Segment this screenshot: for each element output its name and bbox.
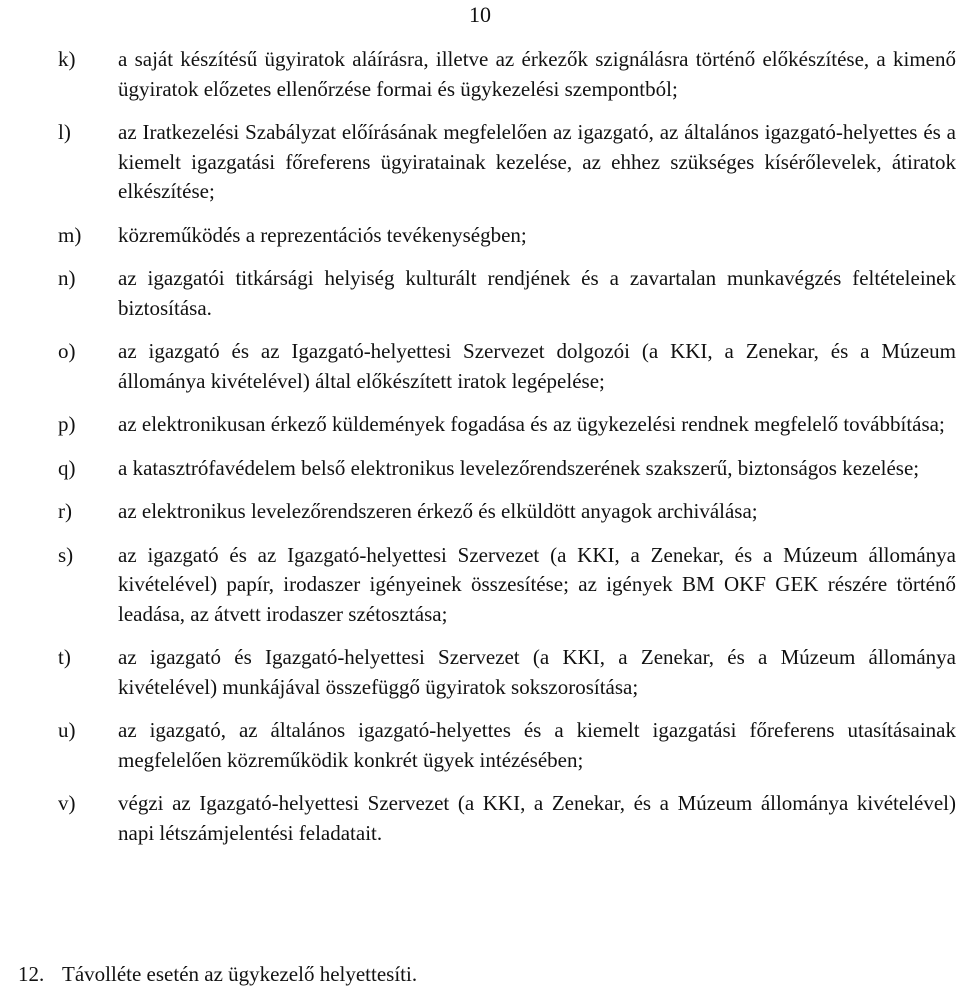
list-item-r xyxy=(58,497,956,527)
list-item-n xyxy=(58,264,956,323)
item-text: az elektronikus levelezőrendszeren érkező és elküldött anyagok archiválása; xyxy=(118,499,758,523)
list-item-v xyxy=(58,789,956,848)
list-item-u xyxy=(58,716,956,775)
item-label: m) xyxy=(58,222,82,247)
list-item-o xyxy=(58,337,956,396)
task-list xyxy=(0,45,960,862)
list-item-t xyxy=(58,643,956,702)
point-text: Távolléte esetén az ügykezelő helyettesíti. xyxy=(62,962,418,986)
item-text: közreműködés a reprezentációs tevékenységben; xyxy=(118,222,527,247)
item-text: a katasztrófavédelem belső elektronikus levelezőrendszerének szakszerű, biztonságos kezelése; xyxy=(118,455,920,480)
item-label: o) xyxy=(58,339,76,363)
item-label: v) xyxy=(58,791,76,815)
page-number: 10 xyxy=(469,2,491,27)
list-item-k xyxy=(58,45,956,104)
item-text: az igazgató és az Igazgató-helyettesi Szervezet dolgozói (a KKI, a Zenekar, és a Múzeum állománya kivételével) által előkészített iratok legépelése; xyxy=(118,339,956,393)
item-label: n) xyxy=(58,266,76,290)
item-text: az igazgató és Igazgató-helyettesi Szervezet (a KKI, a Zenekar, és a Múzeum állománya kivételével) munkájával összefüggő ügyiratok sokszorosítása; xyxy=(118,645,956,699)
item-text: az igazgató és az Igazgató-helyettesi Szervezet (a KKI, a Zenekar, és a Múzeum állománya kivételével) papír, irodaszer igényeinek összesítése; az igények BM OKF GEK részére történő leadása, az átvett irodaszer szétosztása; xyxy=(118,542,956,626)
item-label: q) xyxy=(58,455,76,480)
list-item-q xyxy=(58,454,956,484)
list-item-s xyxy=(58,541,956,630)
list-item-l xyxy=(58,118,956,207)
item-text: a saját készítésű ügyiratok aláírásra, illetve az érkezők szignálásra történő előkészítése, a kimenő ügyiratok előzetes ellenőrzése formai és ügykezelési szempontból; xyxy=(118,47,956,101)
item-label: t) xyxy=(58,645,71,669)
item-text: az elektronikusan érkező küldemények fogadása és az ügykezelési rendnek megfelelő továbbítása; xyxy=(118,412,945,436)
item-text: az igazgató, az általános igazgató-helyettes és a kiemelt igazgatási főreferens utasításainak megfelelően közreműködik konkrét ügyek intézésében; xyxy=(118,718,956,772)
list-item-m xyxy=(58,221,956,251)
item-text: az Iratkezelési Szabályzat előírásának megfelelően az igazgató, az általános igazgató-helyettes és a kiemelt igazgatási főreferens ügyiratainak kezelése, az ehhez szükséges kísérőlevelek, átiratok elkészítése; xyxy=(118,120,956,203)
item-label: r) xyxy=(58,499,72,523)
list-item-p xyxy=(58,410,956,440)
point-number: 12. xyxy=(18,962,45,986)
item-text: végzi az Igazgató-helyettesi Szervezet (a KKI, a Zenekar, és a Múzeum állománya kivételével) napi létszámjelentési feladatait. xyxy=(118,791,956,845)
item-label: p) xyxy=(58,412,76,436)
item-label: s) xyxy=(58,542,74,567)
item-label: k) xyxy=(58,47,76,71)
item-text: az igazgatói titkársági helyiség kulturált rendjének és a zavartalan munkavégzés feltételeinek biztosítása. xyxy=(118,266,956,320)
item-label: l) xyxy=(58,120,71,144)
item-label: u) xyxy=(58,718,76,742)
